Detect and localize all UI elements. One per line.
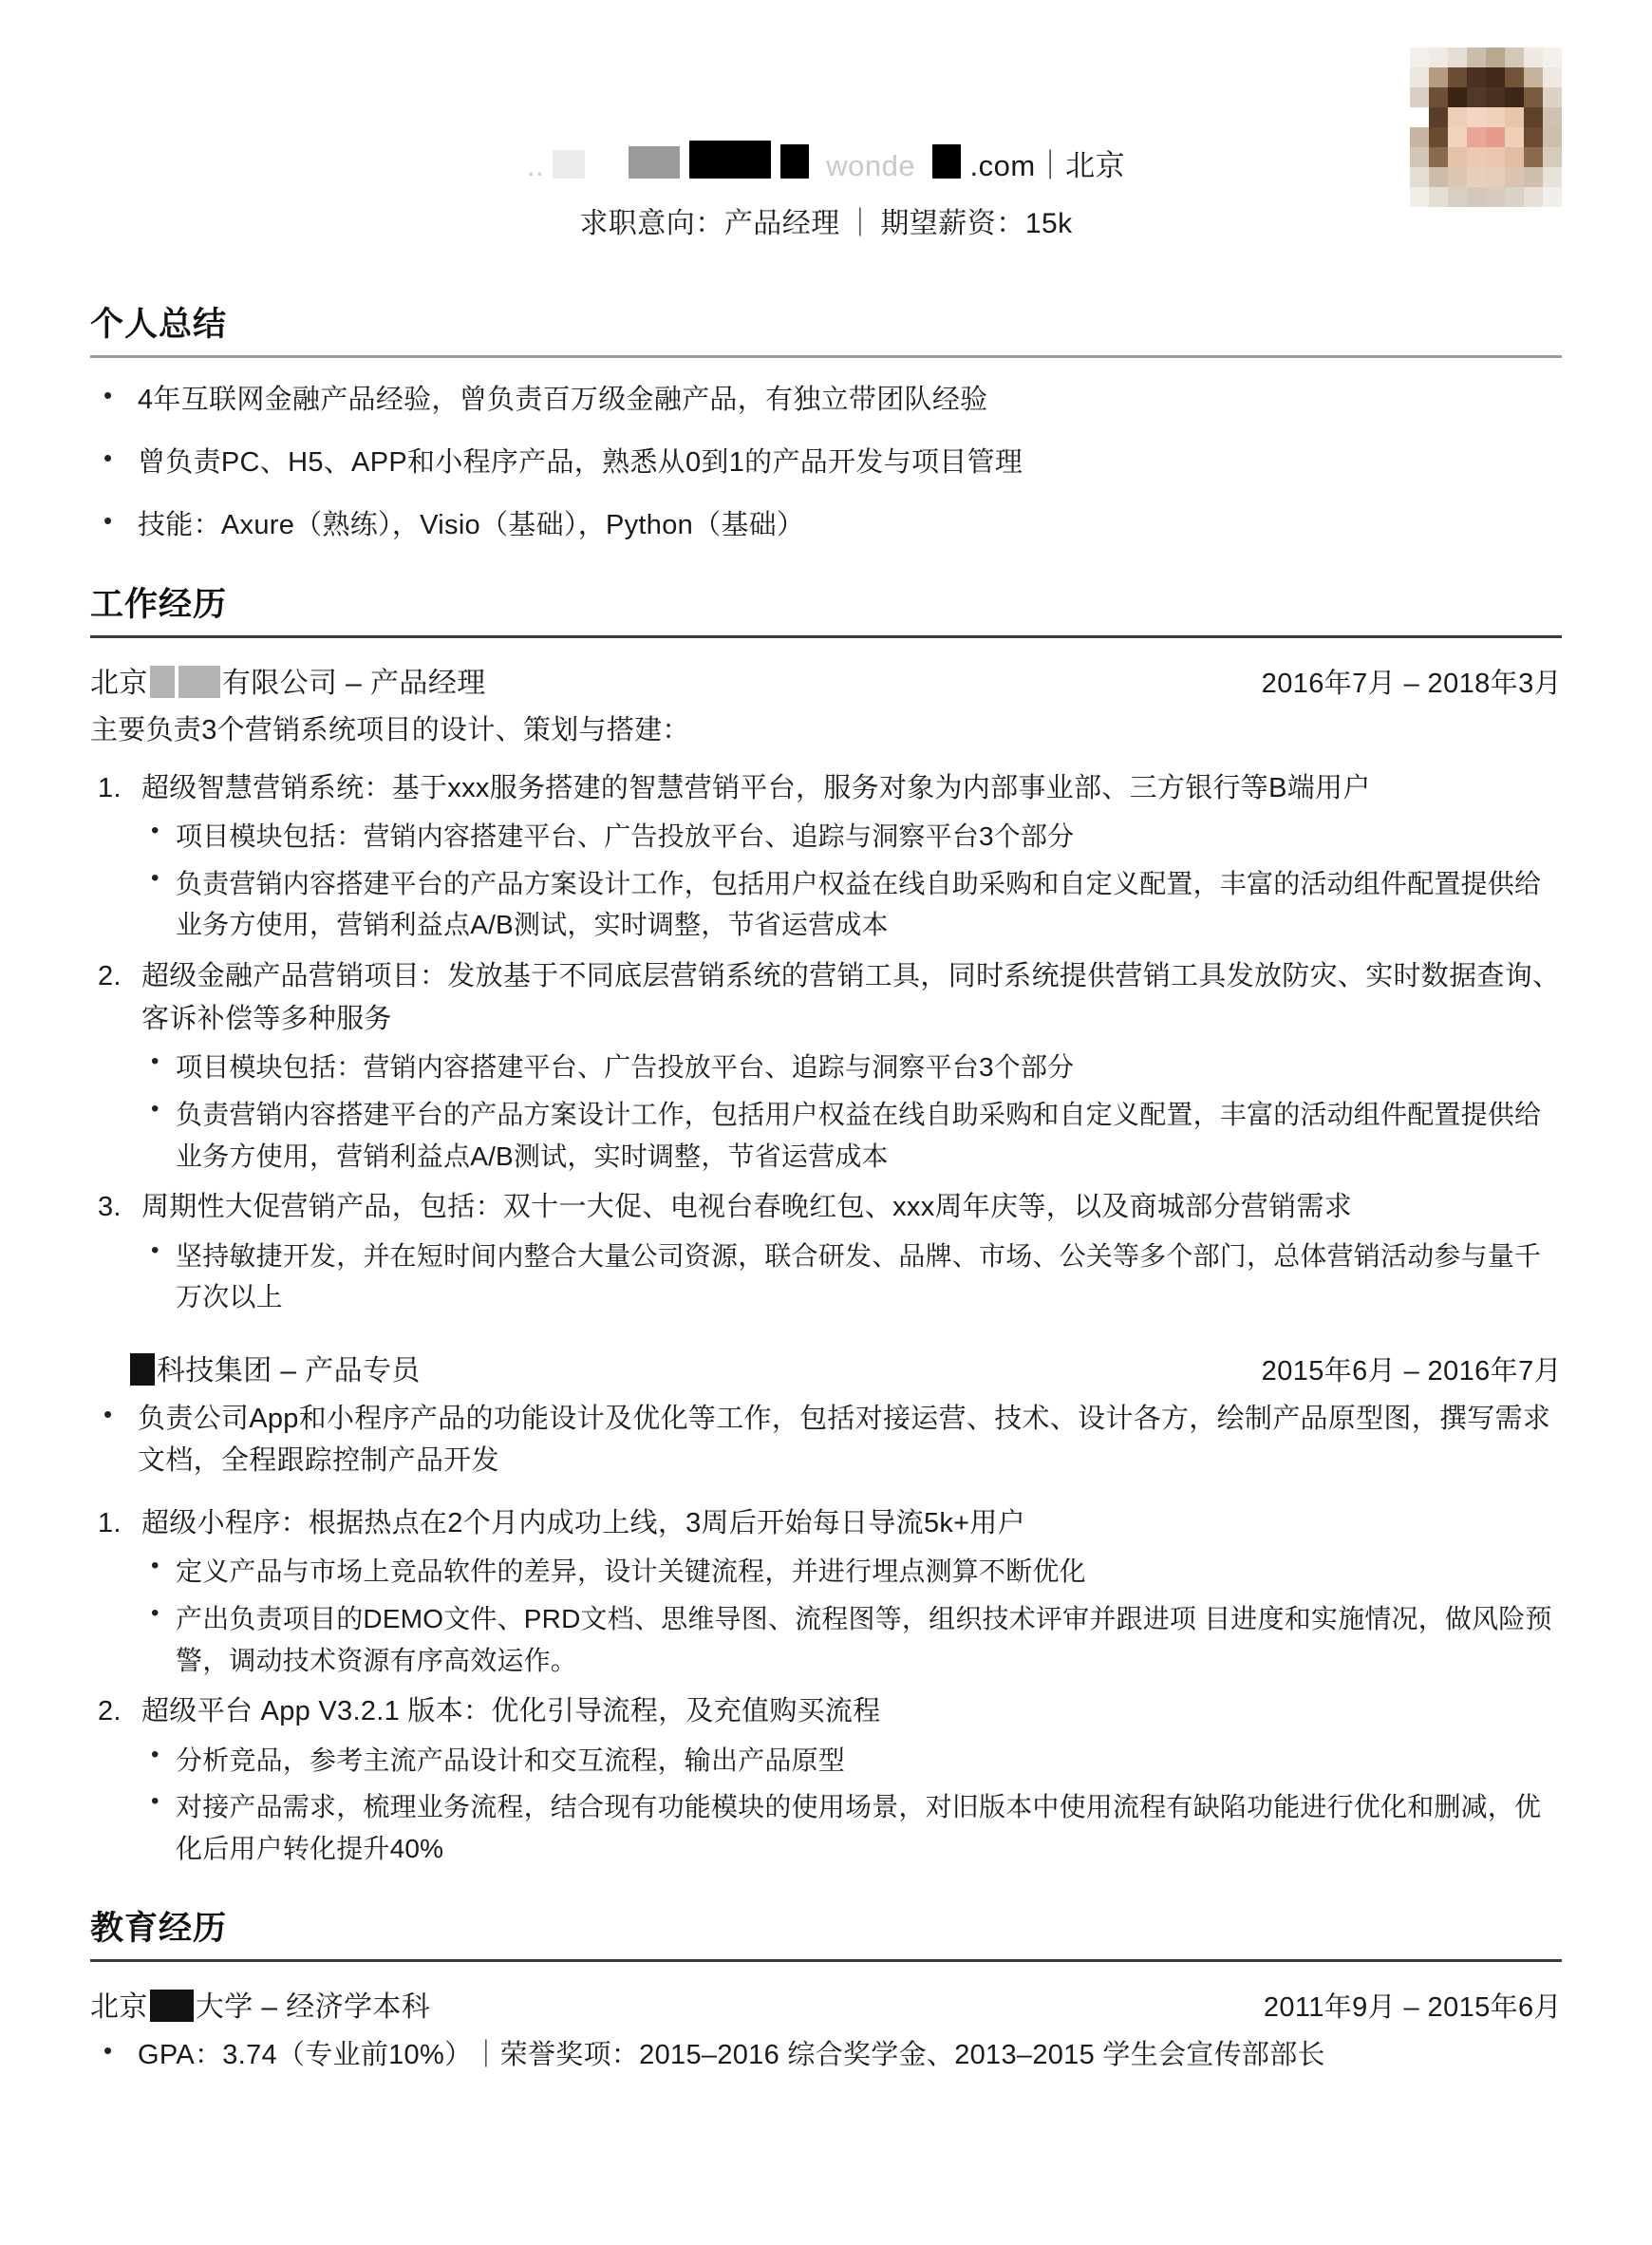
job-objective-line xyxy=(90,199,1562,241)
work-entry-organization xyxy=(128,1347,421,1388)
contact-redacted-mid xyxy=(593,149,619,182)
list-item: • 曾负责PC、H5、APP和小程序产品，熟悉从0到1的产品开发与项目管理 xyxy=(90,442,1562,483)
contact-line xyxy=(527,141,1125,186)
section-divider xyxy=(90,355,1562,358)
work-entry-header xyxy=(90,659,1562,701)
contact-visible-tail: .com｜北京 xyxy=(969,149,1126,182)
work-entry-role: 产品经理 xyxy=(370,668,486,700)
redaction-block xyxy=(629,146,680,179)
objective-separator: ｜ xyxy=(845,207,875,239)
objective-value: 产品经理 xyxy=(723,207,840,239)
list-item xyxy=(90,1502,1562,1681)
list-item: • 对接产品需求，梳理业务流程，结合现有功能模块的使用场景，对旧版本中使用流程有缺陷功能进行优化和删减，优化后用户转化提升40% xyxy=(141,1786,1562,1869)
work-entry-note: 主要负责3个营销系统项目的设计、策划与搭建： xyxy=(90,715,690,746)
work-section-title: 工作经历 xyxy=(90,586,228,624)
list-marker: 2. xyxy=(98,1696,122,1727)
redaction-block xyxy=(689,141,771,179)
section-education xyxy=(90,1902,1562,2076)
contact-redacted-domain: wonde xyxy=(817,149,925,182)
list-item-text: 周期性大促营销产品，包括：双十一大促、电视台春晚红包、xxx周年庆等，以及商城部分营销需求 xyxy=(141,1192,1353,1223)
list-item xyxy=(90,955,1562,1177)
list-item xyxy=(90,1186,1562,1318)
sub-list xyxy=(141,1236,1562,1318)
work-entry-project-list xyxy=(90,767,1562,1318)
redaction-block xyxy=(130,1353,155,1386)
list-item: • GPA：3.74（专业前10%）｜荣誉奖项：2015–2016 综合奖学金、2013–2015 学生会宣传部部长 xyxy=(90,2034,1562,2076)
avatar-pixelated-photo xyxy=(1410,47,1562,207)
redaction-block xyxy=(150,1990,194,2022)
education-bullet-list xyxy=(90,2034,1562,2076)
redaction-block xyxy=(150,666,175,698)
school-degree-dash: – xyxy=(261,1990,278,2023)
work-entry-organization xyxy=(90,659,486,701)
list-item-text: 超级智慧营销系统：基于xxx服务搭建的智慧营销平台，服务对象为内部事业部、三方银行等B端用户 xyxy=(141,772,1371,803)
work-entry-header xyxy=(90,1347,1562,1388)
summary-bullet-list xyxy=(90,379,1562,546)
work-entry-dates: 2015年6月 – 2016年7月 xyxy=(1261,1356,1562,1387)
org-role-dash: – xyxy=(346,668,363,700)
sub-list xyxy=(141,816,1562,946)
list-item: • 产出负责项目的DEMO文件、PRD文档、思维导图、流程图等，组织技术评审并跟进项 目进度和实施情况，做风险预警，调动技术资源有序高效运作。 xyxy=(141,1598,1562,1681)
education-entry-organization xyxy=(90,1983,430,2025)
header-contact-block xyxy=(90,38,1562,241)
list-item: • 坚持敏捷开发，并在短时间内整合大量公司资源，联合研发、品牌、市场、公关等多个部门，总体营销活动参与量千万次以上 xyxy=(141,1236,1562,1318)
list-item: • 分析竞品，参考主流产品设计和交互流程，输出产品原型 xyxy=(141,1740,1562,1782)
list-item: • 4年互联网金融产品经验，曾负责百万级金融产品，有独立带团队经验 xyxy=(90,379,1562,421)
redaction-block xyxy=(178,666,220,698)
section-divider xyxy=(90,1959,1562,1962)
list-item: • 负责公司App和小程序产品的功能设计及优化等工作，包括对接运营、技术、设计各方，绘制产品原型图，撰写需求文档，全程跟踪控制产品开发 xyxy=(90,1398,1562,1481)
work-entry-dates: 2016年7月 – 2018年3月 xyxy=(1261,669,1562,700)
list-item: • 负责营销内容搭建平台的产品方案设计工作，包括用户权益在线自助采购和自定义配置，丰富的活动组件配置提供给业务方使用，营销利益点A/B测试，实时调整，节省运营成本 xyxy=(141,863,1562,946)
section-work-experience xyxy=(90,578,1562,1869)
school-prefix: 北京 xyxy=(90,1990,148,2023)
school-suffix: 大学 xyxy=(195,1990,253,2023)
org-prefix: 北京 xyxy=(90,668,148,700)
sub-list xyxy=(141,1551,1562,1681)
redaction-block xyxy=(932,144,961,179)
org-suffix: 有限公司 xyxy=(221,668,338,700)
list-item: • 技能：Axure（熟练），Visio（基础），Python（基础） xyxy=(90,504,1562,546)
salary-value: 15k xyxy=(1024,207,1073,239)
objective-label: 求职意向： xyxy=(579,207,724,239)
list-item: • 定义产品与市场上竞品软件的差异，设计关键流程，并进行埋点测算不断优化 xyxy=(141,1551,1562,1593)
salary-label: 期望薪资： xyxy=(880,207,1025,239)
work-entry xyxy=(90,659,1562,1318)
list-item-text: 超级金融产品营销项目：发放基于不同底层营销系统的营销工具，同时系统提供营销工具发放防灾、实时数据查询、客诉补偿等多种服务 xyxy=(141,960,1561,1035)
redaction-block xyxy=(780,144,809,179)
work-entry-lead-bullets xyxy=(90,1398,1562,1481)
education-entry-dates: 2011年9月 – 2015年6月 xyxy=(1263,1991,1562,2023)
education-entry xyxy=(90,1983,1562,2076)
resume-header xyxy=(90,38,1562,266)
sub-list xyxy=(141,1740,1562,1870)
avatar xyxy=(1410,47,1562,207)
list-marker: 1. xyxy=(98,1508,122,1539)
education-entry-header xyxy=(90,1983,1562,2025)
list-item-text: 超级平台 App V3.2.1 版本：优化引导流程，及充值购买流程 xyxy=(141,1696,881,1727)
section-divider xyxy=(90,635,1562,638)
list-item xyxy=(90,767,1562,946)
list-item: • 项目模块包括：营销内容搭建平台、广告投放平台、追踪与洞察平台3个部分 xyxy=(141,816,1562,858)
redaction-block xyxy=(553,150,585,179)
summary-section-title: 个人总结 xyxy=(90,306,228,343)
sub-list xyxy=(141,1047,1562,1177)
list-marker: 2. xyxy=(98,960,122,991)
list-item: • 负责营销内容搭建平台的产品方案设计工作，包括用户权益在线自助采购和自定义配置，丰富的活动组件配置提供给业务方使用，营销利益点A/B测试，实时调整，节省运营成本 xyxy=(141,1094,1562,1177)
list-marker: 3. xyxy=(98,1192,122,1223)
list-item xyxy=(90,1690,1562,1869)
org-suffix: 科技集团 xyxy=(157,1355,272,1387)
list-marker: 1. xyxy=(98,772,122,803)
education-degree: 经济学本科 xyxy=(286,1990,431,2023)
list-item-text: 超级小程序：根据热点在2个月内成功上线，3周后开始每日导流5k+用户 xyxy=(141,1508,1026,1539)
education-section-title: 教育经历 xyxy=(90,1909,228,1947)
org-role-dash: – xyxy=(280,1355,297,1387)
section-summary xyxy=(90,298,1562,546)
work-entry-project-list xyxy=(90,1502,1562,1870)
list-item: • 项目模块包括：营销内容搭建平台、广告投放平台、追踪与洞察平台3个部分 xyxy=(141,1047,1562,1088)
work-entry-role: 产品专员 xyxy=(305,1355,421,1387)
contact-redacted-prefix: .. xyxy=(526,149,545,182)
work-entry xyxy=(90,1347,1562,1870)
